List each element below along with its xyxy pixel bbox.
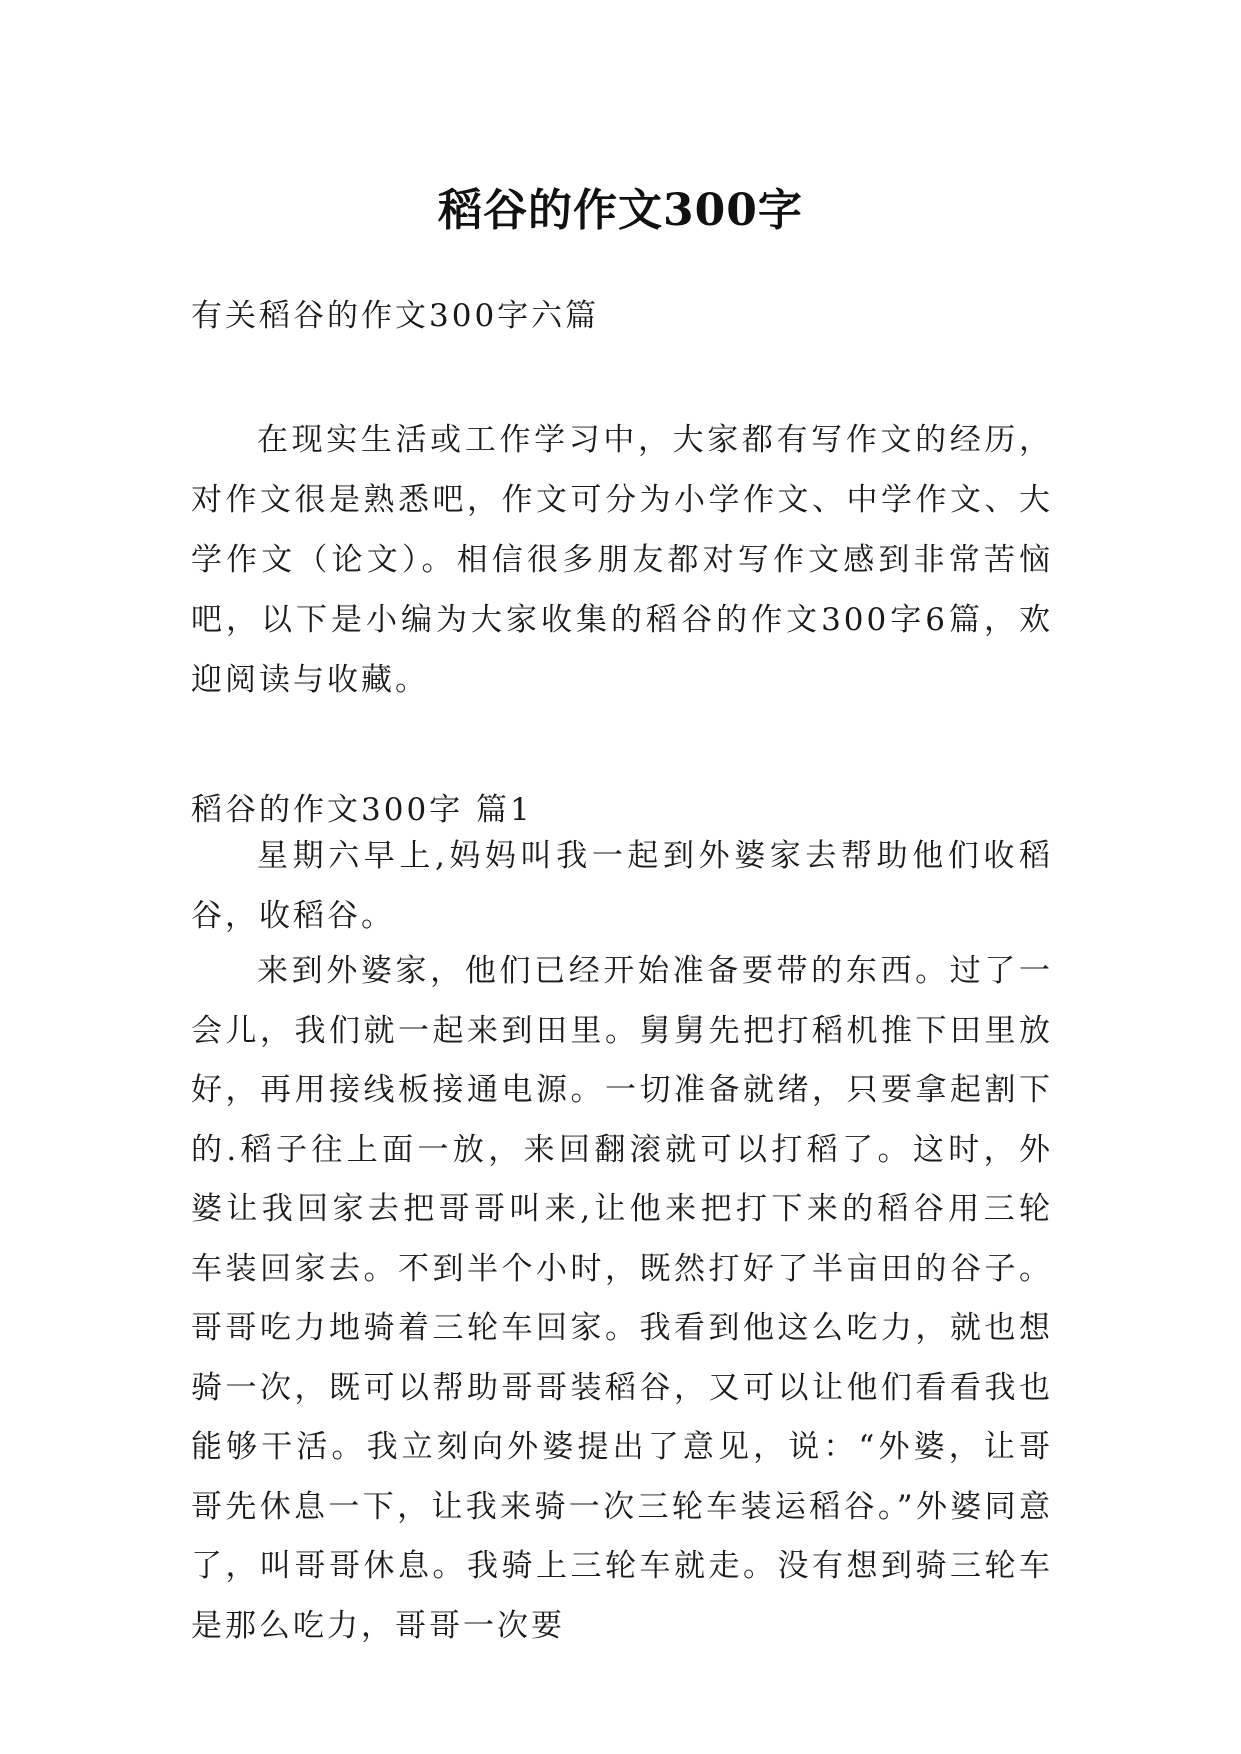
document-subtitle: 有关稻谷的作文300字六篇	[191, 298, 600, 334]
body-paragraph: 星期六早上,妈妈叫我一起到外婆家去帮助他们收稻谷，收稻谷。	[191, 838, 1053, 934]
body-paragraph: 来到外婆家，他们已经开始准备要带的东西。过了一会儿，我们就一起来到田里。舅舅先把打稻机推下田里放好，再用接线板接通电源。一切准备就绪，只要拿起割下的.稻子往上面一放，来回翻滚就可以打稻了。这时，外婆让我回家去把哥哥叫来,让他来把打下来的稻谷用三轮车装回家去。不到半个小时，既然打好了半亩田的谷子。哥哥吃力地骑着三轮车回家。我看到他这么吃力，就也想骑一次，既可以帮助哥哥装稻谷，又可以让他们看看我也能够干活。我立刻向外婆提出了意见，说：“外婆，让哥哥先休息一下，让我来骑一次三轮车装运稻谷。”外婆同意了，叫哥哥休息。我骑上三轮车就走。没有想到骑三轮车是那么吃力，哥哥一次要	[191, 953, 1053, 1644]
section-heading: 稻谷的作文300字 篇1	[191, 792, 533, 828]
intro-paragraph: 在现实生活或工作学习中，大家都有写作文的经历，对作文很是熟悉吧，作文可分为小学作文、中学作文、大学作文（论文）。相信很多朋友都对写作文感到非常苦恼吧，以下是小编为大家收集的稻谷的作文300字6篇，欢迎阅读与收藏。	[191, 422, 1053, 698]
document-title: 稻谷的作文300字	[438, 185, 803, 237]
